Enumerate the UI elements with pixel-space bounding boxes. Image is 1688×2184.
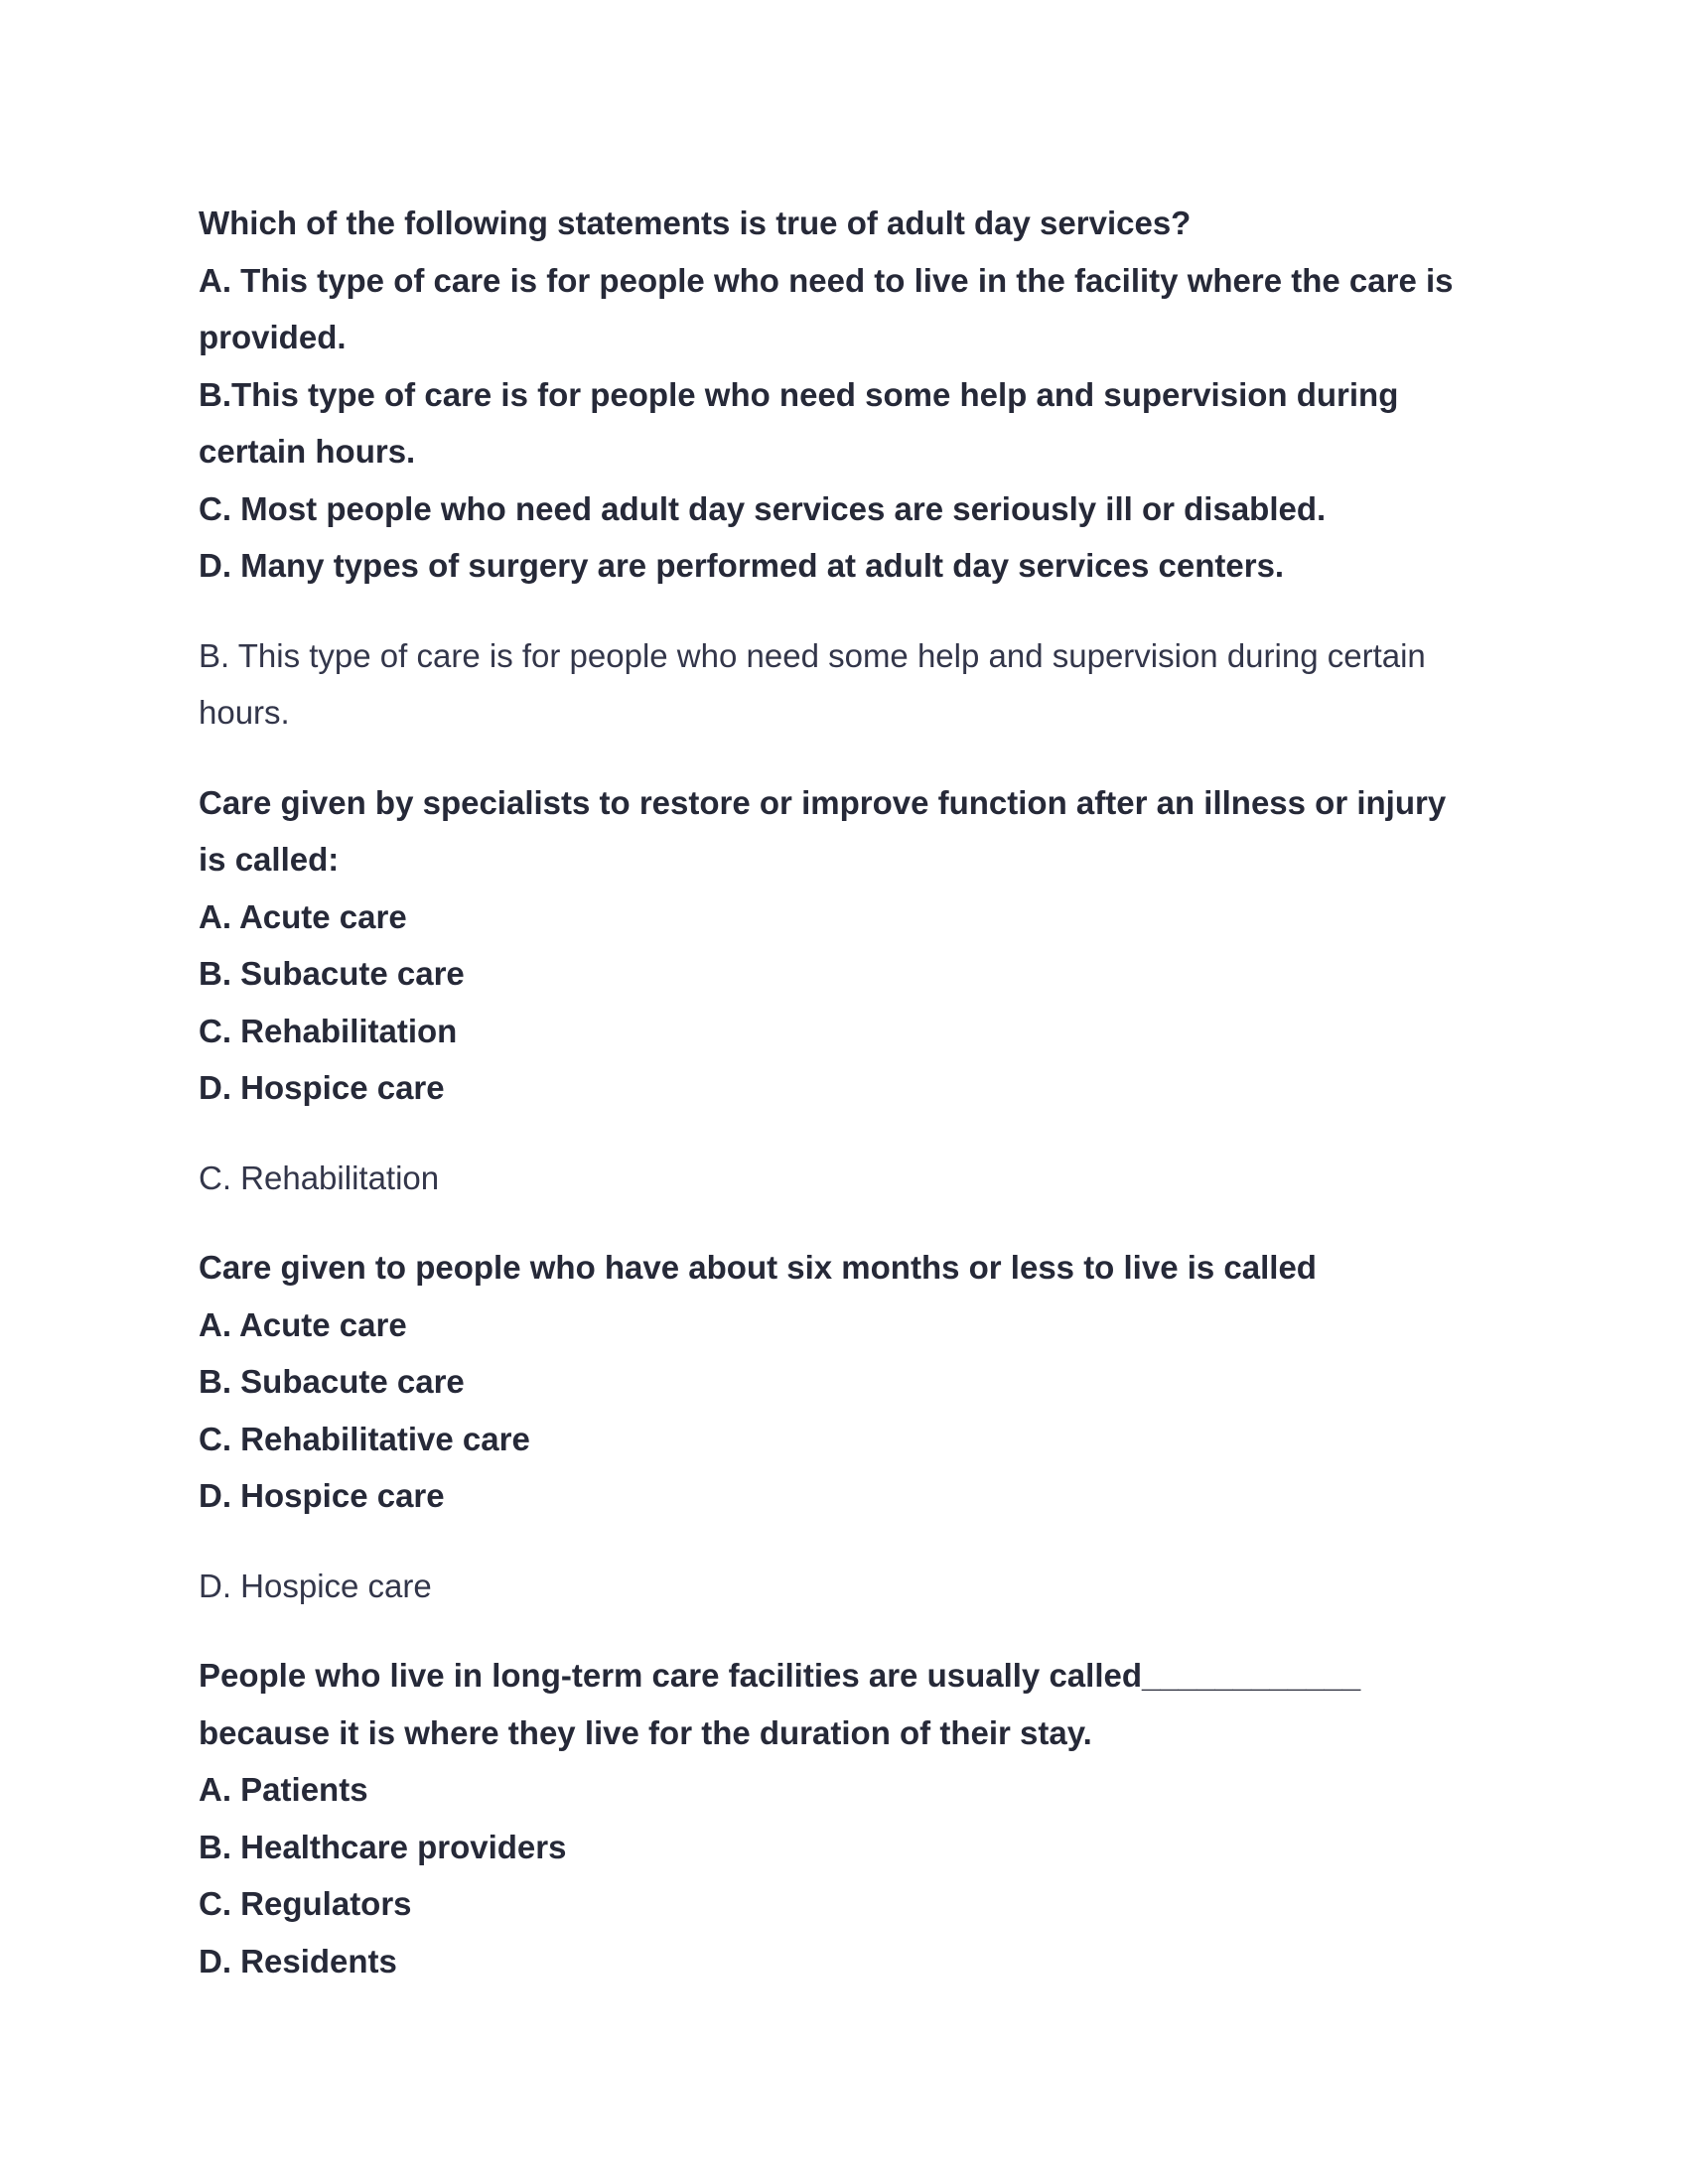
question-block-2 bbox=[199, 774, 1489, 1207]
question-text: Care given by specialists to restore or improve function after an illness or injury bbox=[199, 783, 1447, 821]
document-page bbox=[199, 195, 1489, 1989]
option-b: B. Subacute care bbox=[199, 955, 465, 992]
question-text: Care given to people who have about six months or less to live is called bbox=[199, 1249, 1317, 1286]
answer-text: B. This type of care is for people who need some help and supervision during certain bbox=[199, 636, 1426, 674]
option-b: B. Healthcare providers bbox=[199, 1828, 567, 1865]
spacer bbox=[199, 1117, 1489, 1150]
option-d: D. Residents bbox=[199, 1942, 397, 1979]
option-b: B. Subacute care bbox=[199, 1363, 465, 1400]
option-c: C. Rehabilitative care bbox=[199, 1420, 530, 1457]
question-block-3 bbox=[199, 1239, 1489, 1614]
option-c: C. Regulators bbox=[199, 1885, 412, 1922]
option-d: D. Many types of surgery are performed at adult day services centers. bbox=[199, 547, 1285, 584]
option-d: D. Hospice care bbox=[199, 1477, 445, 1514]
option-a: A. This type of care is for people who need to live in the facility where the care is bbox=[199, 261, 1454, 299]
spacer bbox=[199, 1206, 1489, 1239]
answer-text-continued: hours. bbox=[199, 694, 290, 731]
option-a: A. Acute care bbox=[199, 897, 407, 935]
spacer bbox=[199, 595, 1489, 627]
question-block-1 bbox=[199, 195, 1489, 742]
option-b: B.This type of care is for people who need some help and supervision during bbox=[199, 375, 1399, 413]
option-a-continued: provided. bbox=[199, 319, 347, 355]
answer-text: D. Hospice care bbox=[199, 1567, 432, 1604]
option-c: C. Rehabilitation bbox=[199, 1012, 458, 1049]
spacer bbox=[199, 1614, 1489, 1647]
spacer bbox=[199, 1525, 1489, 1558]
question-text: Which of the following statements is true of adult day services? bbox=[199, 205, 1192, 241]
question-text: People who live in long-term care facilities are usually called____________ bbox=[199, 1657, 1361, 1694]
option-c: C. Most people who need adult day services are seriously ill or disabled. bbox=[199, 489, 1327, 527]
answer-text: C. Rehabilitation bbox=[199, 1159, 440, 1196]
option-b-continued: certain hours. bbox=[199, 433, 416, 470]
spacer bbox=[199, 742, 1489, 774]
question-text-continued: because it is where they live for the duration of their stay. bbox=[199, 1713, 1092, 1751]
option-d: D. Hospice care bbox=[199, 1069, 445, 1106]
question-text-continued: is called: bbox=[199, 841, 340, 878]
option-a: A. Acute care bbox=[199, 1305, 407, 1343]
question-block-4 bbox=[199, 1647, 1489, 1989]
option-a: A. Patients bbox=[199, 1771, 368, 1808]
